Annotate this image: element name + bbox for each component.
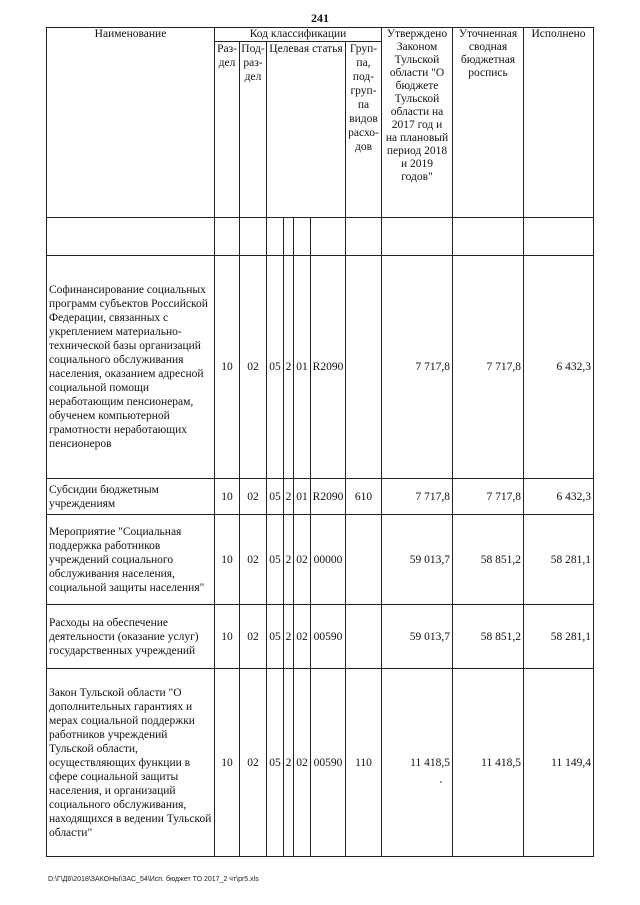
footer-file-path: D:\Г\Д6\2018\ЗАКОНЫ\ЗАС_54\Исп. бюджет ТО 2017_2 чт\pr5.xls xyxy=(48,876,259,883)
header-row-top xyxy=(47,28,594,42)
row-approved: 7 717,8 xyxy=(382,256,453,479)
header-executed: Исполнено xyxy=(524,28,594,218)
row-subsection: 02 xyxy=(240,479,267,515)
row-target-3: 01 xyxy=(294,256,311,479)
row-target-4: R2090 xyxy=(311,256,346,479)
scan-speck xyxy=(440,781,442,783)
row-group: 110 xyxy=(346,669,382,857)
row-target-2: 2 xyxy=(284,669,294,857)
row-executed: 58 281,1 xyxy=(524,515,594,605)
row-name: Софинансирование социальных программ субъектов Российской Федерации, связанных с укреплением материально-технической базы организаций социального обслуживания населения, оказанием адресной социальной помощи неработающим пенсионерам, обученем компьютерной грамотности неработающих пенсионеров xyxy=(47,256,215,479)
row-refined: 7 717,8 xyxy=(453,256,524,479)
row-subsection: 02 xyxy=(240,256,267,479)
row-target-1: 05 xyxy=(267,256,284,479)
row-section: 10 xyxy=(215,256,240,479)
header-approved: Утверждено Законом Тульской области "О бюджете Тульской области на 2017 год и на плановый период 2018 и 2019 годов" xyxy=(382,28,453,218)
row-group xyxy=(346,515,382,605)
row-target-2: 2 xyxy=(284,256,294,479)
row-refined: 58 851,2 xyxy=(453,515,524,605)
row-target-1: 05 xyxy=(267,515,284,605)
row-section: 10 xyxy=(215,605,240,669)
header-name: Наименование xyxy=(47,28,215,218)
row-group xyxy=(346,256,382,479)
row-approved: 11 418,5 xyxy=(382,669,453,857)
row-target-1: 05 xyxy=(267,669,284,857)
row-name: Мероприятие "Социальная поддержка работников учреждений социального обслуживания населения, социальной защиты населения" xyxy=(47,515,215,605)
header-subsection: Под- раз- дел xyxy=(240,42,267,218)
table-row xyxy=(47,669,594,857)
row-executed: 6 432,3 xyxy=(524,256,594,479)
row-section: 10 xyxy=(215,515,240,605)
row-approved: 59 013,7 xyxy=(382,515,453,605)
page-number: 241 xyxy=(311,11,329,25)
row-subsection: 02 xyxy=(240,669,267,857)
row-target-4: R2090 xyxy=(311,479,346,515)
row-refined: 11 418,5 xyxy=(453,669,524,857)
row-group: 610 xyxy=(346,479,382,515)
row-refined: 7 717,8 xyxy=(453,479,524,515)
row-target-3: 02 xyxy=(294,515,311,605)
row-approved: 59 013,7 xyxy=(382,605,453,669)
row-target-3: 01 xyxy=(294,479,311,515)
row-target-3: 02 xyxy=(294,605,311,669)
row-executed: 58 281,1 xyxy=(524,605,594,669)
header-target-article: Целевая статья xyxy=(267,42,346,218)
row-executed: 11 149,4 xyxy=(524,669,594,857)
row-refined: 58 851,2 xyxy=(453,605,524,669)
table-row xyxy=(47,515,594,605)
header-section: Раз- дел xyxy=(215,42,240,218)
row-target-1: 05 xyxy=(267,605,284,669)
table-row xyxy=(47,605,594,669)
row-name: Закон Тульской области "О дополнительных гарантиях и мерах социальной поддержки работников учреждений Тульской области, осуществляющих функции в сфере социальной защиты населения, и организаций социального обслуживания, находящихся в ведении Тульской области" xyxy=(47,669,215,857)
row-group xyxy=(346,605,382,669)
row-subsection: 02 xyxy=(240,605,267,669)
row-target-4: 00000 xyxy=(311,515,346,605)
row-target-3: 02 xyxy=(294,669,311,857)
row-section: 10 xyxy=(215,669,240,857)
row-target-1: 05 xyxy=(267,479,284,515)
row-subsection: 02 xyxy=(240,515,267,605)
header-classification: Код классификации xyxy=(215,28,382,42)
budget-table xyxy=(46,27,594,857)
row-target-4: 00590 xyxy=(311,605,346,669)
spacer-row xyxy=(47,218,594,256)
row-executed: 6 432,3 xyxy=(524,479,594,515)
table-row xyxy=(47,479,594,515)
row-target-2: 2 xyxy=(284,479,294,515)
row-target-2: 2 xyxy=(284,515,294,605)
row-section: 10 xyxy=(215,479,240,515)
row-approved: 7 717,8 xyxy=(382,479,453,515)
header-refined: Уточненная сводная бюджетная роспись xyxy=(453,28,524,218)
row-target-2: 2 xyxy=(284,605,294,669)
header-expense-group: Груп- па, под- груп- па видов расхо- дов xyxy=(346,42,382,218)
row-name: Расходы на обеспечение деятельности (оказание услуг) государственных учреждений xyxy=(47,605,215,669)
row-name: Субсидии бюджетным учреждениям xyxy=(47,479,215,515)
row-target-4: 00590 xyxy=(311,669,346,857)
table-row xyxy=(47,256,594,479)
